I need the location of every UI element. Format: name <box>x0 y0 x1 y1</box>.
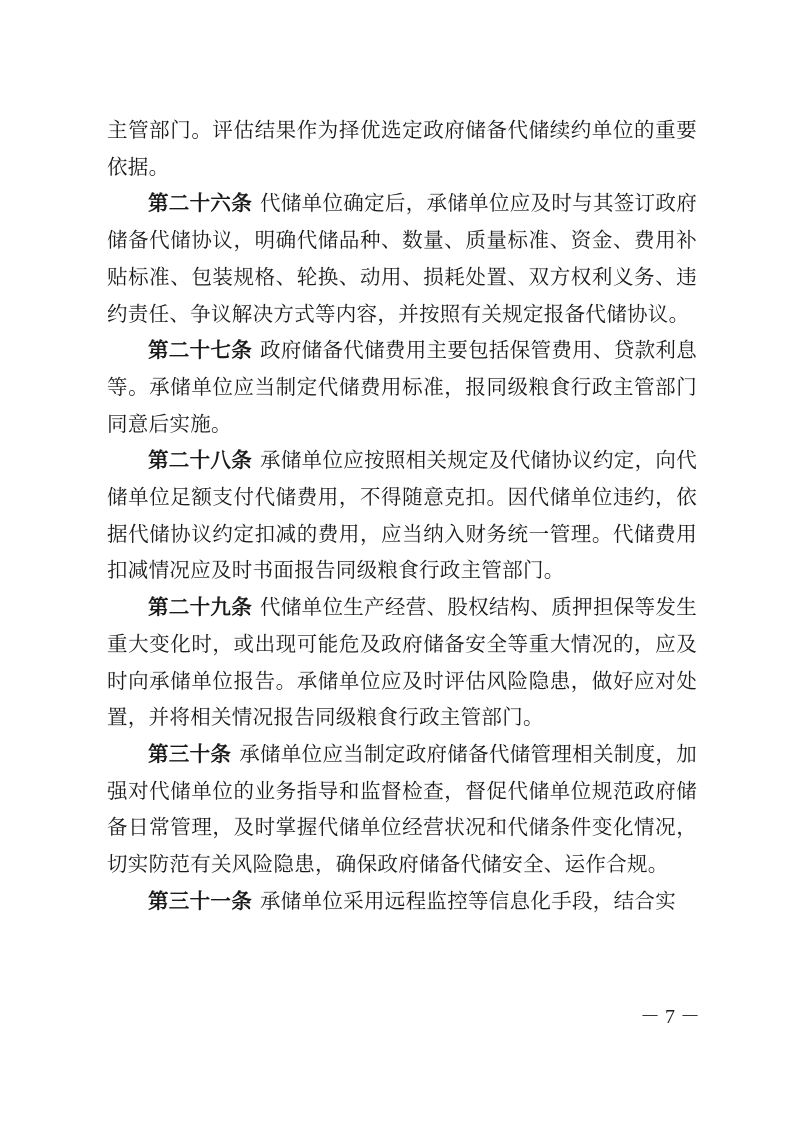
article-number: 第二十六条 <box>148 191 253 216</box>
page-number: － 7 － <box>640 1006 700 1028</box>
article-31 <box>107 883 697 920</box>
article-28 <box>107 442 697 589</box>
article-number: 第二十九条 <box>148 595 253 620</box>
article-number: 第三十一条 <box>148 888 252 913</box>
article-29 <box>107 589 697 736</box>
article-text: 承储单位采用远程监控等信息化手段，结合实 <box>260 888 676 913</box>
article-number: 第二十七条 <box>148 338 253 363</box>
article-text: 承储单位应当制定政府储备代储管理相关制度，加强对代储单位的业务指导和监督检查，督促代储单位规范政府储备日常管理，及时掌握代储单位经营状况和代储条件变化情况，切实防范有关风险隐患，确保政府储备代储安全、运作合规。 <box>107 741 697 877</box>
article-number: 第三十条 <box>148 741 232 766</box>
article-text: 政府储备代储费用主要包括保管费用、贷款利息等。承储单位应当制定代储费用标准，报同级粮食行政主管部门同意后实施。 <box>107 338 697 436</box>
article-text: 代储单位确定后，承储单位应及时与其签订政府储备代储协议，明确代储品种、数量、质量标准、资金、费用补贴标准、包装规格、轮换、动用、损耗处置、双方权利义务、违约责任、争议解决方式等内容，并按照有关规定报备代储协议。 <box>107 191 697 326</box>
article-27 <box>107 332 697 442</box>
document-body <box>107 112 697 919</box>
article-text: 代储单位生产经营、股权结构、质押担保等发生重大变化时，或出现可能危及政府储备安全等重大情况的，应及时向承储单位报告。承储单位应及时评估风险隐患，做好应对处置，并将相关情况报告同级粮食行政主管部门。 <box>107 595 697 730</box>
article-26 <box>107 185 697 332</box>
article-text: 承储单位应按照相关规定及代储协议约定，向代储单位足额支付代储费用，不得随意克扣。因代储单位违约，依据代储协议约定扣减的费用，应当纳入财务统一管理。代储费用扣减情况应及时书面报告同级粮食行政主管部门。 <box>107 448 697 583</box>
article-number: 第二十八条 <box>148 448 253 473</box>
continuation-paragraph: 主管部门。评估结果作为择优选定政府储备代储续约单位的重要依据。 <box>107 118 697 179</box>
article-30 <box>107 736 697 883</box>
